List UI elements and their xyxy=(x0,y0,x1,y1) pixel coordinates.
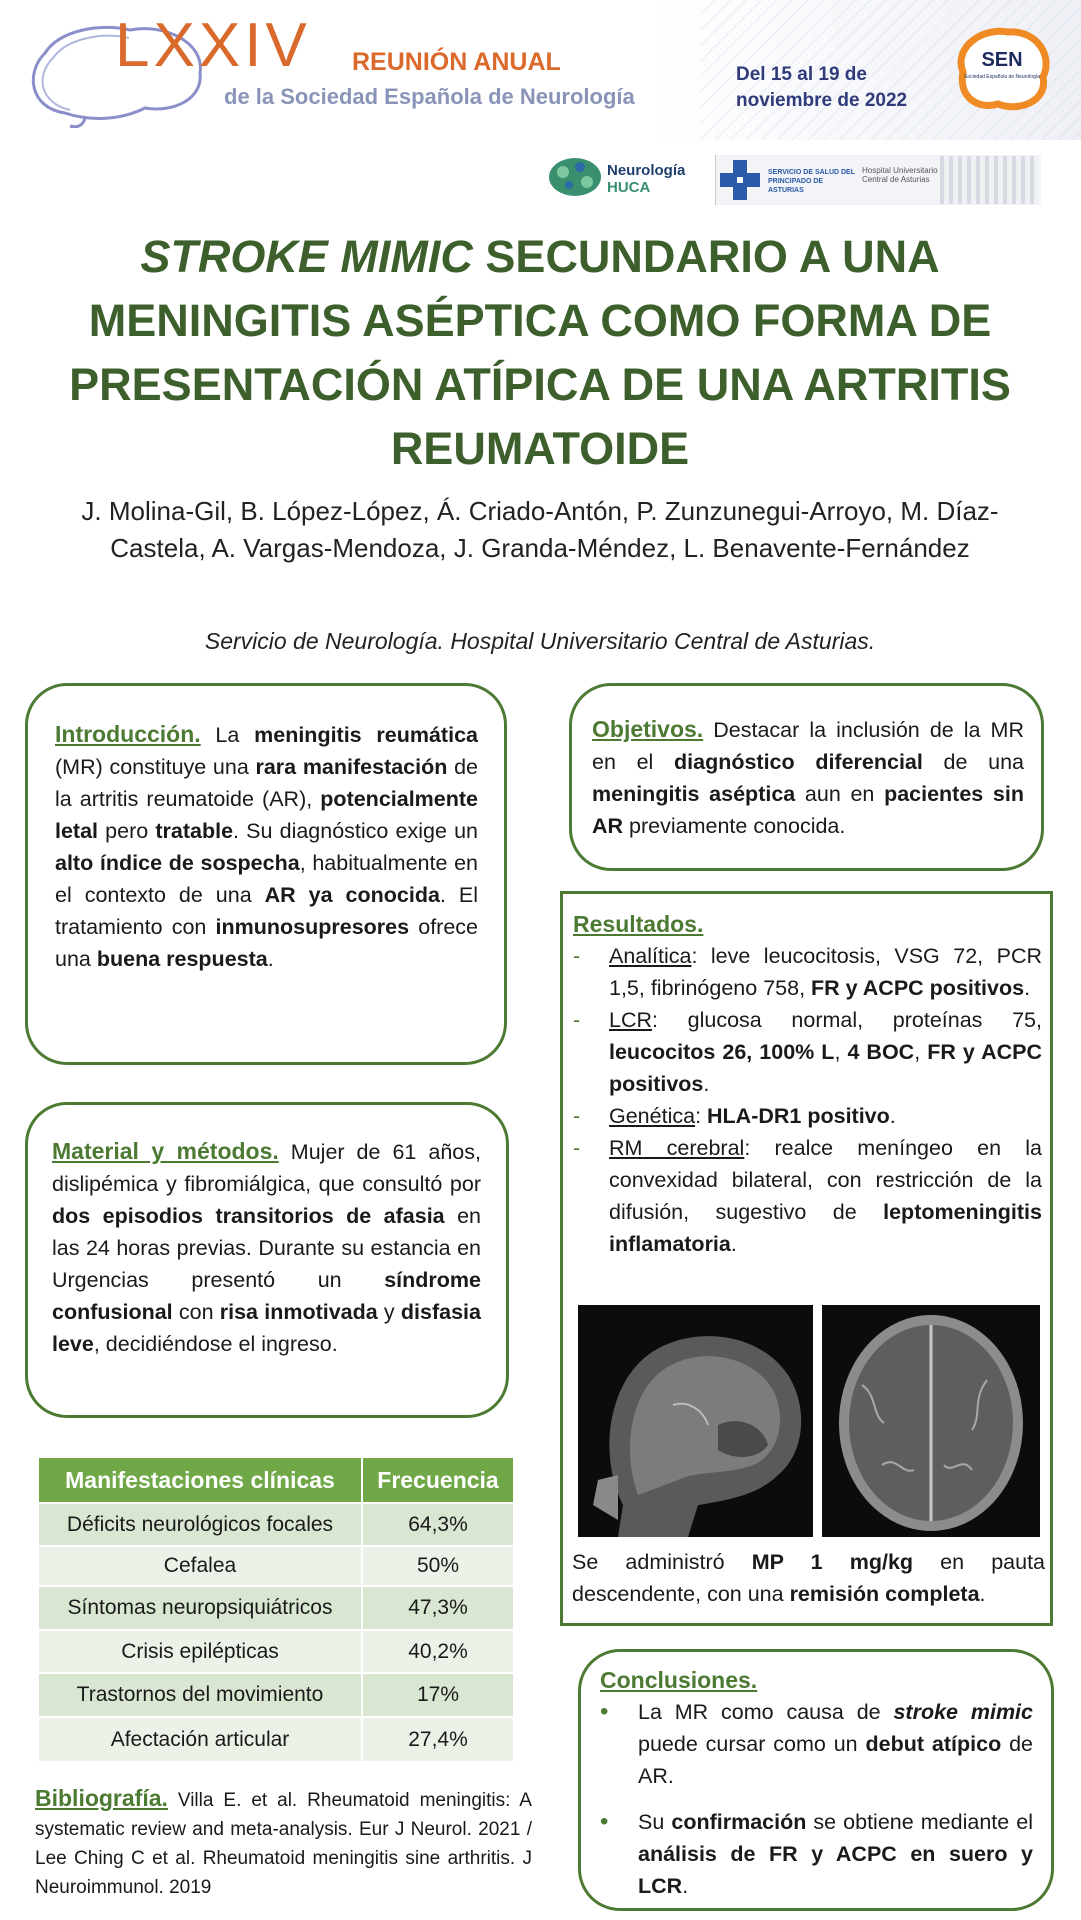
table-cell: Cefalea xyxy=(38,1546,362,1586)
conclusion-text: de AR. xyxy=(638,1732,1034,1788)
results-item-bold: FR y ACPC positivos xyxy=(811,976,1025,1000)
results-item-text: : realce meníngeo en la convexidad bilateral, con restricción de la difusión, sugestivo de xyxy=(609,1136,1042,1224)
results-item-text: : leve leucocitosis, VSG 72, PCR 1,5, fibrinógeno 758, xyxy=(609,944,1042,1000)
intro-text: . El tratamiento con xyxy=(55,883,478,939)
methods-box xyxy=(25,1102,509,1418)
huca-brain-icon xyxy=(545,152,605,202)
dates-line-1: Del 15 al 19 de xyxy=(736,64,867,85)
conclusion-bold-italic: stroke mimic xyxy=(893,1700,1033,1724)
table-cell: Síntomas neuropsiquiátricos xyxy=(38,1586,362,1630)
hospital-label xyxy=(862,166,938,184)
objectives-bold: pacientes sin AR xyxy=(592,782,1024,838)
huca-line-1: Neurología xyxy=(607,162,686,179)
methods-text: en las 24 horas previas. Durante su estancia en Urgencias presentó un xyxy=(52,1204,482,1292)
intro-bold: rara manifestación xyxy=(255,755,448,779)
huca-line-2: HUCA xyxy=(607,179,651,196)
conclusions-heading: Conclusiones. xyxy=(600,1667,758,1693)
congress-dates xyxy=(736,62,907,114)
objectives-text: de una xyxy=(922,750,1024,774)
conclusion-text: La MR como causa de xyxy=(638,1700,894,1724)
sen-logo xyxy=(948,22,1056,114)
treatment-bold: remisión completa xyxy=(789,1582,980,1606)
conclusions-list xyxy=(600,1696,1033,1902)
results-item-label: LCR xyxy=(609,1008,653,1032)
intro-text: pero xyxy=(98,819,156,843)
intro-bold: meningitis reumática xyxy=(254,723,478,747)
results-item-bold: leptomeningitis inflamatoria xyxy=(609,1200,1042,1256)
treatment-bold: MP 1 mg/kg xyxy=(751,1550,914,1574)
objectives-heading: Objetivos. xyxy=(592,716,704,742)
methods-bold: disfasia leve xyxy=(52,1300,481,1356)
affiliation: Servicio de Neurología. Hospital Universitario Central de Asturias. xyxy=(204,628,876,654)
intro-bold: AR ya conocida xyxy=(264,883,440,907)
conclusion-bold: debut atípico xyxy=(865,1732,1002,1756)
mri-sagittal-drawing xyxy=(578,1305,813,1537)
table-row xyxy=(38,1717,514,1762)
methods-bold: risa inmotivada xyxy=(219,1300,378,1324)
results-list xyxy=(573,940,1042,1260)
table-cell: Crisis epilépticas xyxy=(38,1630,362,1673)
table-row xyxy=(38,1546,514,1586)
table-cell: 27,4% xyxy=(362,1717,514,1762)
conclusion-bold: análisis de FR y ACPC en suero y LCR xyxy=(638,1842,1033,1898)
hospital-line-2: Central de Asturias xyxy=(862,175,930,184)
results-item-label: Genética xyxy=(609,1104,696,1128)
treatment-text: en pauta descendente, con una xyxy=(572,1550,1045,1606)
results-item-text: , xyxy=(914,1040,928,1064)
table-row xyxy=(38,1586,514,1630)
intro-text: de la artritis reumatoide (AR), xyxy=(55,755,478,811)
mri-sagittal-image xyxy=(578,1305,813,1537)
results-item xyxy=(573,1100,1042,1132)
table-cell: Trastornos del movimiento xyxy=(38,1673,362,1717)
results-item-text: . xyxy=(889,1104,896,1128)
table-row xyxy=(38,1630,514,1673)
sen-logo-text: SEN xyxy=(981,49,1023,71)
bibliography xyxy=(35,1784,532,1902)
intro-bold: potencialmente letal xyxy=(55,787,478,843)
results-item-bold: leucocitos 26, 100% L xyxy=(609,1040,835,1064)
intro-box xyxy=(25,683,507,1065)
results-item-text: : xyxy=(695,1104,708,1128)
intro-text: ofrece una xyxy=(55,915,478,971)
title-rest: SECUNDARIO A UNA MENINGITIS ASÉPTICA COMO FORMA DE PRESENTACIÓN ATÍPICA DE UNA ARTRITIS REUMATOIDE xyxy=(69,231,1011,474)
hospital-building-image xyxy=(940,156,1038,204)
results-item-text: , xyxy=(834,1040,848,1064)
table-cell: 64,3% xyxy=(362,1503,514,1546)
intro-bold: inmunosupresores xyxy=(215,915,410,939)
table-cell: Afectación articular xyxy=(38,1717,362,1762)
table-cell: 17% xyxy=(362,1673,514,1717)
results-item-text: . xyxy=(703,1072,710,1096)
results-item xyxy=(573,1132,1042,1260)
results-treatment xyxy=(572,1546,1045,1610)
table-row xyxy=(38,1503,514,1546)
conclusion-text: . xyxy=(682,1874,689,1898)
reunion-label: REUNIÓN ANUAL xyxy=(352,48,561,76)
results-item-label: Analítica xyxy=(609,944,692,968)
methods-heading: Material y métodos. xyxy=(52,1138,279,1164)
results-item-text: . xyxy=(730,1232,737,1256)
methods-bold: dos episodios transitorios de afasia xyxy=(52,1204,445,1228)
results-item xyxy=(573,940,1042,1004)
table-header-cell: Frecuencia xyxy=(362,1457,514,1503)
title-italic: STROKE MIMIC xyxy=(140,231,473,282)
results-item-bold: HLA-DR1 positivo xyxy=(707,1104,890,1128)
methods-text: con xyxy=(172,1300,220,1324)
intro-bold: tratable xyxy=(155,819,234,843)
clinical-manifestations-table xyxy=(37,1456,515,1763)
table-cell: 47,3% xyxy=(362,1586,514,1630)
intro-text: (MR) constituye una xyxy=(55,755,256,779)
mri-axial-drawing xyxy=(822,1305,1040,1537)
table-header-cell: Manifestaciones clínicas xyxy=(38,1457,362,1503)
conclusion-text: Su xyxy=(638,1810,672,1834)
methods-text: y xyxy=(377,1300,401,1324)
results-item-bold: FR y ACPC positivos xyxy=(609,1040,1042,1096)
results-heading: Resultados. xyxy=(573,911,704,937)
table-row xyxy=(38,1673,514,1717)
intro-text: La xyxy=(200,723,255,747)
conclusion-text: se obtiene mediante el xyxy=(806,1810,1033,1834)
results-item-text: : glucosa normal, proteínas 75, xyxy=(652,1008,1042,1032)
table-cell: Déficits neurológicos focales xyxy=(38,1503,362,1546)
sespa-cross-icon xyxy=(718,158,762,202)
objectives-text: Destacar la inclusión de la MR en el xyxy=(592,718,1024,774)
treatment-text: . xyxy=(979,1582,986,1606)
results-item xyxy=(573,1004,1042,1100)
methods-text: , decidiéndose el ingreso. xyxy=(93,1332,338,1356)
authors: J. Molina-Gil, B. López-López, Á. Criado-Antón, P. Zunzunegui-Arroyo, M. Díaz-Castela, A. Vargas-Mendoza, J. Granda-Méndez, L. Benavente-Fernández xyxy=(81,496,999,563)
results-item-text: . xyxy=(1024,976,1031,1000)
huca-label xyxy=(607,162,685,196)
objectives-bold: meningitis aséptica xyxy=(592,782,796,806)
table-cell: 50% xyxy=(362,1546,514,1586)
results-item-label: RM cerebral xyxy=(609,1136,745,1160)
dates-line-2: noviembre de 2022 xyxy=(736,90,908,111)
conclusion-item xyxy=(600,1696,1033,1792)
conclusion-bold: confirmación xyxy=(671,1810,807,1834)
society-label: de la Sociedad Española de Neurología xyxy=(224,84,635,109)
methods-bold: síndrome confusional xyxy=(52,1268,481,1324)
intro-bold: buena respuesta xyxy=(96,947,268,971)
intro-text: , habitualmente en el contexto de una xyxy=(55,851,479,907)
congress-number: LXXIV xyxy=(115,11,311,80)
objectives-text: previamente conocida. xyxy=(623,814,846,838)
biblio-text: Villa E. et al. Rheumatoid meningitis: A systematic review and meta-analysis. Eur J Neurol. 2021 / Lee Ching C et al. Rheumatoid meningitis sine arthritis. J Neuroimmunol. 2019 xyxy=(35,1790,532,1898)
poster-title xyxy=(60,225,1020,481)
sespa-label: SERVICIO DE SALUD DEL PRINCIPADO DE ASTURIAS xyxy=(768,169,855,194)
treatment-text: Se administró xyxy=(572,1550,752,1574)
mri-axial-image xyxy=(822,1305,1040,1537)
conclusions-box xyxy=(578,1649,1054,1911)
sen-logo-sub: Sociedad Española de Neurología xyxy=(964,74,1040,80)
hospital-line-1: Hospital Universitario xyxy=(862,166,938,175)
objectives-bold: diagnóstico diferencial xyxy=(674,750,923,774)
conclusion-text: puede cursar como un xyxy=(638,1732,866,1756)
methods-text: Mujer de 61 años, dislipémica y fibromiálgica, que consultó por xyxy=(52,1140,481,1196)
results-item-bold: 4 BOC xyxy=(847,1040,915,1064)
table-cell: 40,2% xyxy=(362,1630,514,1673)
intro-text: . xyxy=(267,947,274,971)
objectives-text: aun en xyxy=(795,782,885,806)
intro-heading: Introducción. xyxy=(55,721,201,747)
biblio-heading: Bibliografía. xyxy=(35,1785,168,1811)
objectives-box xyxy=(569,683,1044,871)
table-header-row xyxy=(38,1457,514,1503)
conclusion-item xyxy=(600,1806,1033,1902)
intro-bold: alto índice de sospecha xyxy=(55,851,300,875)
intro-text: . Su diagnóstico exige un xyxy=(233,819,479,843)
